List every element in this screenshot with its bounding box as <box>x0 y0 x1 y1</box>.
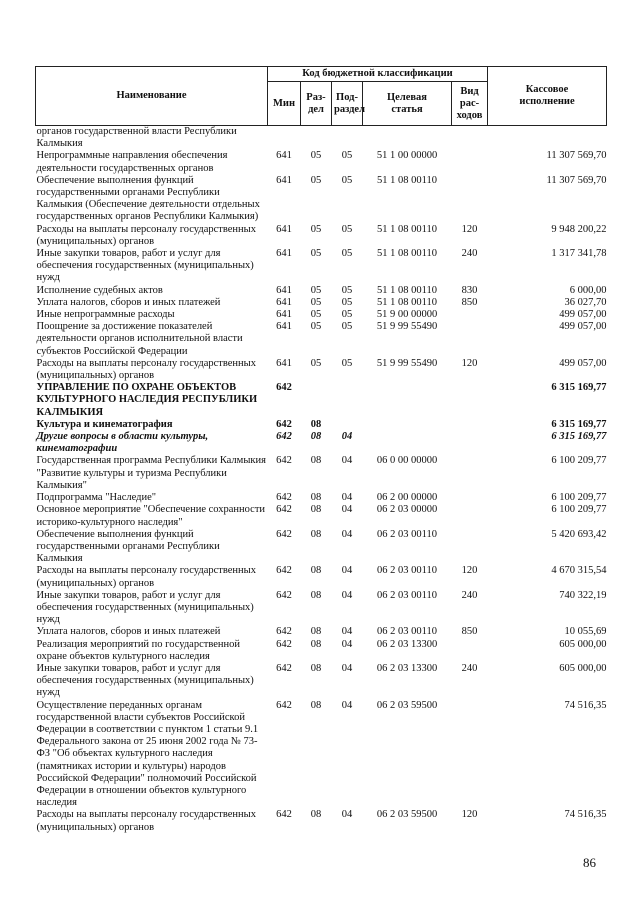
cell-cel: 06 0 00 00000 <box>376 455 438 467</box>
cell-min: 642 <box>276 809 292 821</box>
cell-podr: 04 <box>341 662 353 674</box>
cell-podr: 04 <box>341 455 353 467</box>
cell-razd: 08 <box>310 589 322 601</box>
header-sum: Кассовое исполнение <box>488 67 607 126</box>
table-row <box>36 150 607 174</box>
cell-sum: 74 516,35 <box>564 809 607 821</box>
cell-vid <box>452 529 488 566</box>
cell-cel: 51 1 08 00110 <box>377 248 437 260</box>
table-row <box>36 626 607 638</box>
cell-min: 641 <box>276 357 292 369</box>
cell-min: 641 <box>276 150 292 162</box>
cell-cel: 06 2 03 13300 <box>376 638 438 650</box>
cell-cel <box>363 382 452 419</box>
cell-cel <box>363 431 452 455</box>
cell-name: Иные закупки товаров, работ и услуг для обеспечения государственных (муниципальных) нужд <box>36 589 254 626</box>
cell-min: 642 <box>276 455 292 467</box>
header-vid: Вид рас- ходов <box>452 82 488 126</box>
cell-razd: 08 <box>310 626 322 638</box>
cell-vid: 120 <box>461 223 478 235</box>
table-row <box>36 285 607 297</box>
table-row <box>36 419 607 431</box>
cell-min: 642 <box>276 382 292 394</box>
cell-name: Осуществление переданных органам государственной власти субъектов Российской Федерации в соответствии с пунктом 1 статьи 9.1 Федерального закона от 25 июня 2002 года № 73-ФЗ "Об объектах культурного наследия (памятниках истории и культуры) народов Российской Федерации" полномочий Российской Федерации в отношении объектов культурного наследия <box>36 699 259 809</box>
cell-min: 642 <box>276 528 292 540</box>
cell-razd: 05 <box>310 357 322 369</box>
cell-podr: 04 <box>341 638 353 650</box>
cell-vid: 830 <box>461 284 478 296</box>
cell-sum: 6 315 169,77 <box>551 418 607 430</box>
cell-min: 641 <box>276 321 292 333</box>
cell-vid <box>452 431 488 455</box>
cell-vid <box>452 639 488 663</box>
cell-razd: 08 <box>310 528 322 540</box>
cell-min: 642 <box>276 589 292 601</box>
cell-name: Иные закупки товаров, работ и услуг для обеспечения государственных (муниципальных) нужд <box>36 248 254 284</box>
header-razdel: Раз- дел <box>301 82 332 126</box>
table-row <box>36 504 607 528</box>
cell-razd: 08 <box>310 492 322 504</box>
cell-sum: 10 055,69 <box>564 626 607 638</box>
cell-podr <box>332 382 363 419</box>
table-row <box>36 809 607 833</box>
cell-min: 641 <box>276 284 292 296</box>
cell-cel: 06 2 03 59500 <box>376 699 438 711</box>
cell-cel: 06 2 03 13300 <box>376 662 438 674</box>
cell-min <box>268 126 301 151</box>
cell-name: Иные непрограммные расходы <box>36 309 175 321</box>
table-row <box>36 492 607 504</box>
cell-razd: 08 <box>310 565 322 577</box>
cell-sum: 11 307 569,70 <box>546 174 607 186</box>
cell-vid: 240 <box>461 248 478 260</box>
table-row <box>36 297 607 309</box>
cell-vid: 850 <box>461 296 478 308</box>
header-name: Наименование <box>36 67 268 126</box>
cell-cel <box>363 419 452 431</box>
cell-name: Реализация мероприятий по государственной охране объектов культурного наследия <box>36 638 241 662</box>
cell-vid <box>452 504 488 528</box>
cell-cel: 51 9 00 00000 <box>376 309 438 321</box>
cell-min: 641 <box>276 296 292 308</box>
table-header <box>36 67 607 126</box>
cell-min: 642 <box>276 626 292 638</box>
cell-vid: 240 <box>461 589 478 601</box>
cell-cel: 51 1 08 00110 <box>377 284 437 296</box>
cell-vid <box>452 700 488 810</box>
cell-cel: 06 2 03 00110 <box>377 626 437 638</box>
cell-vid <box>452 150 488 174</box>
cell-vid <box>452 309 488 321</box>
cell-razd: 05 <box>310 174 322 186</box>
cell-podr: 04 <box>341 431 353 443</box>
cell-cel: 51 9 99 55490 <box>376 321 438 333</box>
cell-podr: 05 <box>341 223 353 235</box>
cell-min: 642 <box>276 492 292 504</box>
cell-name: Обеспечение выполнения функций государственными органами Республики Калмыкия (Обеспечение деятельности отдельных государственных органов Республики Калмыкия) <box>36 174 260 223</box>
cell-sum: 6 315 169,77 <box>551 382 607 394</box>
cell-podr: 04 <box>341 528 353 540</box>
budget-table <box>35 66 607 834</box>
cell-podr: 04 <box>341 699 353 711</box>
cell-sum: 36 027,70 <box>564 296 607 308</box>
cell-vid <box>452 419 488 431</box>
cell-name: Обеспечение выполнения функций государственными органами Республики Калмыкия <box>36 528 220 565</box>
cell-sum: 1 317 341,78 <box>551 248 607 260</box>
cell-podr: 05 <box>341 150 353 162</box>
cell-min: 642 <box>276 699 292 711</box>
cell-podr: 05 <box>341 174 353 186</box>
cell-razd: 05 <box>310 223 322 235</box>
table-row <box>36 663 607 700</box>
table-row <box>36 309 607 321</box>
cell-sum: 6 315 169,77 <box>551 431 607 443</box>
header-celevaya: Целевая статья <box>363 82 452 126</box>
table-row <box>36 565 607 589</box>
header-min: Мин <box>268 82 301 126</box>
cell-podr: 04 <box>341 589 353 601</box>
cell-razd: 05 <box>310 248 322 260</box>
cell-vid: 120 <box>461 565 478 577</box>
cell-min: 642 <box>276 418 292 430</box>
cell-cel: 06 2 03 00110 <box>377 589 437 601</box>
table-row <box>36 224 607 248</box>
budget-execution-page <box>35 66 606 834</box>
cell-sum: 4 670 315,54 <box>551 565 607 577</box>
table-body <box>36 126 607 834</box>
page-number: 86 <box>583 855 596 870</box>
cell-name: Расходы на выплаты персоналу государственных (муниципальных) органов <box>36 223 256 247</box>
cell-sum: 605 000,00 <box>559 662 607 674</box>
cell-razd: 08 <box>310 638 322 650</box>
cell-min: 641 <box>276 223 292 235</box>
cell-cel: 06 2 03 59500 <box>376 809 438 821</box>
cell-podr: 05 <box>341 321 353 333</box>
cell-name: Поощрение за достижение показателей деятельности органов исполнительной власти субъектов Российской Федерации <box>36 321 243 357</box>
cell-name: Уплата налогов, сборов и иных платежей <box>36 626 221 638</box>
cell-sum <box>488 126 607 151</box>
cell-podr: 05 <box>341 284 353 296</box>
cell-min: 641 <box>276 309 292 321</box>
cell-razd: 05 <box>310 284 322 296</box>
cell-vid <box>452 382 488 419</box>
cell-razd: 08 <box>310 431 322 443</box>
cell-razd: 05 <box>310 150 322 162</box>
cell-cel: 06 2 03 00110 <box>377 565 437 577</box>
cell-min: 642 <box>276 565 292 577</box>
cell-podr: 04 <box>341 565 353 577</box>
cell-podr: 04 <box>341 809 353 821</box>
cell-sum: 499 057,00 <box>559 321 607 333</box>
cell-name: органов государственной власти Республики Калмыкия <box>36 126 237 150</box>
cell-razd: 08 <box>310 455 322 467</box>
cell-cel: 51 1 00 00000 <box>376 150 438 162</box>
cell-razd: 08 <box>310 699 322 711</box>
cell-vid: 120 <box>461 357 478 369</box>
cell-sum: 9 948 200,22 <box>551 223 607 235</box>
cell-sum: 740 322,19 <box>559 589 607 601</box>
cell-cel: 06 2 03 00000 <box>376 504 438 516</box>
cell-name: Культура и кинематография <box>36 418 173 430</box>
header-code-group: Код бюджетной классификации <box>268 67 488 82</box>
cell-razd: 05 <box>310 296 322 308</box>
cell-sum: 6 000,00 <box>569 284 607 296</box>
cell-cel: 06 2 00 00000 <box>376 492 438 504</box>
cell-razd: 08 <box>310 662 322 674</box>
cell-razd <box>301 382 332 419</box>
cell-podr: 05 <box>341 309 353 321</box>
cell-podr: 04 <box>341 492 353 504</box>
cell-podr: 05 <box>341 248 353 260</box>
cell-cel: 51 1 08 00110 <box>377 296 437 308</box>
cell-sum: 5 420 693,42 <box>551 528 607 540</box>
cell-podr <box>332 419 363 431</box>
cell-razd: 08 <box>310 504 322 516</box>
cell-min: 641 <box>276 174 292 186</box>
cell-min: 642 <box>276 638 292 650</box>
cell-name: Иные закупки товаров, работ и услуг для обеспечения государственных (муниципальных) нужд <box>36 662 254 699</box>
cell-vid: 240 <box>461 662 478 674</box>
cell-podr: 05 <box>341 357 353 369</box>
table-row <box>36 248 607 285</box>
cell-sum: 6 100 209,77 <box>551 455 607 467</box>
cell-cel: 51 1 08 00110 <box>377 223 437 235</box>
cell-name: Уплата налогов, сборов и иных платежей <box>36 296 221 308</box>
cell-vid <box>452 492 488 504</box>
table-row <box>36 126 607 151</box>
cell-razd <box>301 126 332 151</box>
cell-min: 642 <box>276 662 292 674</box>
table-row <box>36 700 607 810</box>
table-row <box>36 321 607 358</box>
cell-name: Государственная программа Республики Калмыкия "Развитие культуры и туризма Республики Калмыкия" <box>36 455 266 491</box>
cell-cel: 51 1 08 00110 <box>377 174 437 186</box>
cell-name: Подпрограмма "Наследие" <box>36 492 157 504</box>
cell-cel: 51 9 99 55490 <box>376 357 438 369</box>
cell-vid: 120 <box>461 809 478 821</box>
cell-vid <box>452 321 488 358</box>
cell-podr: 04 <box>341 626 353 638</box>
cell-sum: 6 100 209,77 <box>551 504 607 516</box>
header-podrazdel: Под- раздел <box>332 82 363 126</box>
table-row <box>36 639 607 663</box>
cell-razd: 08 <box>310 418 322 430</box>
table-row <box>36 175 607 224</box>
table-row <box>36 382 607 419</box>
table-row <box>36 455 607 492</box>
cell-razd: 05 <box>310 321 322 333</box>
cell-podr <box>332 126 363 151</box>
cell-name: Расходы на выплаты персоналу государственных (муниципальных) органов <box>36 809 256 833</box>
cell-cel <box>363 126 452 151</box>
cell-name: УПРАВЛЕНИЕ ПО ОХРАНЕ ОБЪЕКТОВ КУЛЬТУРНОГО НАСЛЕДИЯ РЕСПУБЛИКИ КАЛМЫКИЯ <box>36 382 258 418</box>
cell-sum: 6 100 209,77 <box>551 492 607 504</box>
cell-sum: 74 516,35 <box>564 699 607 711</box>
cell-sum: 499 057,00 <box>559 309 607 321</box>
cell-min: 642 <box>276 504 292 516</box>
cell-name: Расходы на выплаты персоналу государственных (муниципальных) органов <box>36 357 256 382</box>
cell-vid: 850 <box>461 626 478 638</box>
cell-name: Непрограммные направления обеспечения деятельности государственных органов <box>36 150 228 174</box>
table-row <box>36 590 607 627</box>
table-row <box>36 529 607 566</box>
cell-vid <box>452 175 488 224</box>
cell-podr: 04 <box>341 504 353 516</box>
cell-name: Другие вопросы в области культуры, кинематографии <box>36 431 209 455</box>
cell-sum: 499 057,00 <box>559 357 607 369</box>
cell-cel: 06 2 03 00110 <box>377 528 437 540</box>
cell-name: Основное мероприятие "Обеспечение сохранности историко-культурного наследия" <box>36 504 266 528</box>
cell-name: Расходы на выплаты персоналу государственных (муниципальных) органов <box>36 565 256 589</box>
cell-podr: 05 <box>341 296 353 308</box>
table-row <box>36 431 607 455</box>
cell-min: 641 <box>276 248 292 260</box>
cell-razd: 05 <box>310 309 322 321</box>
cell-name: Исполнение судебных актов <box>36 284 163 296</box>
cell-sum: 605 000,00 <box>559 638 607 650</box>
cell-vid <box>452 126 488 151</box>
cell-sum: 11 307 569,70 <box>546 150 607 162</box>
cell-min: 642 <box>276 431 292 443</box>
cell-vid <box>452 455 488 492</box>
cell-razd: 08 <box>310 809 322 821</box>
table-row <box>36 358 607 382</box>
